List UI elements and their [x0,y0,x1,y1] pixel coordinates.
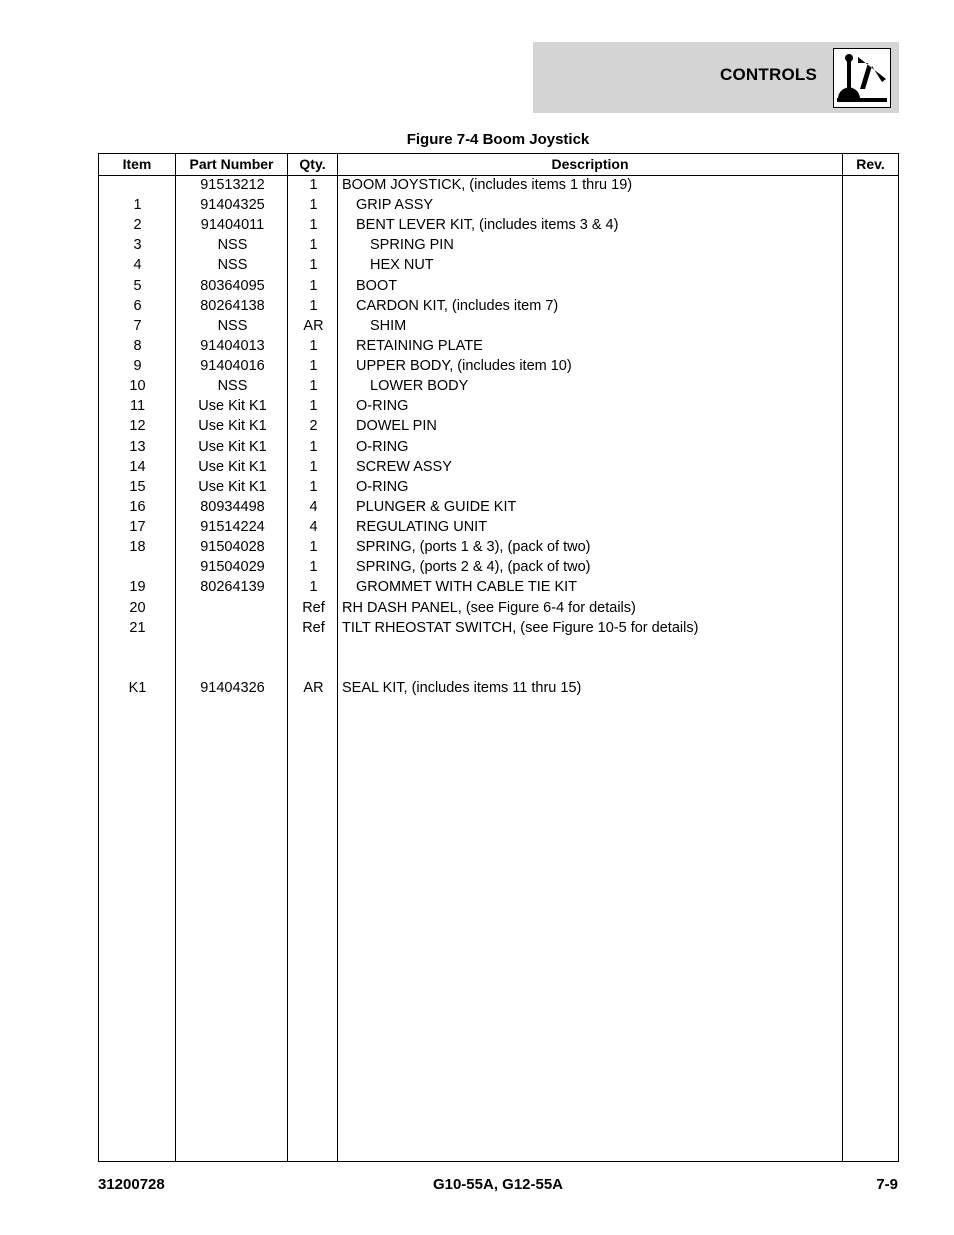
description-cell: O-RING [356,478,409,495]
qty-cell: 1 [309,458,318,475]
part-number-cell: NSS [217,257,248,274]
table-row [99,276,898,296]
qty-cell: 1 [309,438,318,455]
column-header-item: Item [122,156,152,172]
table-row [99,195,898,215]
description-cell: BOOM JOYSTICK, (includes items 1 thru 19) [342,177,633,193]
part-number-cell: 91404016 [200,358,265,375]
qty-cell: AR [303,317,324,334]
description-cell: SPRING, (ports 1 & 3), (pack of two) [356,539,591,556]
table-row [99,658,898,678]
page-number: 7-9 [876,1176,898,1193]
description-cell: UPPER BODY, (includes item 10) [356,358,572,375]
column-header-part-number: Part Number [189,156,274,172]
qty-cell: 1 [309,297,318,314]
part-number-cell: NSS [217,237,248,254]
table-row [99,457,898,477]
table-row [99,477,898,497]
description-cell: SPRING PIN [370,237,454,254]
figure-title: Figure 7-4 Boom Joystick [406,131,590,148]
item-cell: K1 [128,680,147,696]
qty-cell: AR [303,680,324,696]
qty-cell: 4 [309,498,318,515]
description-cell: GRIP ASSY [356,197,434,214]
table-row [99,175,898,195]
joystick-icon [833,48,891,108]
qty-cell: Ref [302,599,325,616]
table-row [99,437,898,457]
qty-cell: 1 [309,398,318,415]
item-cell: 2 [133,217,142,234]
part-number-cell: NSS [217,317,248,334]
item-cell: 16 [129,498,146,515]
description-cell: CARDON KIT, (includes item 7) [356,297,559,314]
description-cell: SPRING, (ports 2 & 4), (pack of two) [356,559,591,576]
part-number-cell: Use Kit K1 [198,458,267,475]
part-number-cell: NSS [217,378,248,395]
table-row [99,356,898,376]
description-cell: GROMMET WITH CABLE TIE KIT [356,579,578,596]
part-number-cell: 91504029 [200,559,265,576]
item-cell: 3 [133,237,142,254]
description-cell: RH DASH PANEL, (see Figure 6-4 for details) [342,599,636,616]
qty-cell: 1 [309,237,318,254]
part-number-cell: Use Kit K1 [198,398,267,415]
part-number-cell: 91404013 [200,337,265,354]
part-number-cell: 91504028 [200,539,265,556]
part-number-cell: 91404326 [200,680,265,696]
table-row [99,235,898,255]
table-row [99,316,898,336]
qty-cell: 1 [309,358,318,375]
item-cell: 13 [129,438,146,455]
description-cell: O-RING [356,438,409,455]
qty-cell: 1 [309,197,318,214]
table-row [99,537,898,557]
description-cell: SHIM [370,317,407,334]
qty-cell: 1 [309,559,318,576]
part-number-cell: 80264139 [200,579,265,596]
part-number-cell: 80934498 [200,498,265,515]
qty-cell: 4 [309,519,318,536]
table-row [99,296,898,316]
table-row [99,396,898,416]
qty-cell: 2 [309,418,318,435]
item-cell: 20 [129,599,146,616]
table-row [99,215,898,235]
table-row [99,336,898,356]
table-row [99,638,898,658]
part-number-cell: Use Kit K1 [198,438,267,455]
column-header-rev: Rev. [856,156,885,172]
part-number-cell: 91404325 [200,197,265,214]
item-cell: 11 [129,398,146,415]
item-cell: 17 [129,519,146,536]
table-row [99,376,898,396]
description-cell: REGULATING UNIT [356,519,488,536]
description-cell: BENT LEVER KIT, (includes items 3 & 4) [356,217,619,234]
table-row [99,618,898,638]
qty-cell: 1 [309,539,318,556]
description-cell: TILT RHEOSTAT SWITCH, (see Figure 10-5 for details) [342,619,699,636]
part-number-cell: 91513212 [200,177,265,193]
table-row [99,497,898,517]
qty-cell: 1 [309,579,318,596]
qty-cell: 1 [309,478,318,495]
description-cell: DOWEL PIN [356,418,437,435]
column-header-description: Description [551,156,629,172]
item-cell: 1 [133,197,142,214]
item-cell: 7 [133,317,142,334]
item-cell: 5 [133,277,142,294]
qty-cell: 1 [309,177,318,193]
description-cell: SCREW ASSY [356,458,452,475]
table-row [99,598,898,618]
table-row [99,557,898,577]
description-cell: RETAINING PLATE [356,337,483,354]
item-cell: 10 [129,378,146,395]
qty-cell: 1 [309,337,318,354]
part-number-cell: 91514224 [200,519,265,536]
model-numbers: G10-55A, G12-55A [432,1176,564,1193]
table-row [99,517,898,537]
qty-cell: Ref [302,619,325,636]
description-cell: SEAL KIT, (includes items 11 thru 15) [342,680,582,696]
description-cell: PLUNGER & GUIDE KIT [356,498,517,515]
item-cell: 18 [129,539,146,556]
qty-cell: 1 [309,378,318,395]
part-number-cell: 80264138 [200,297,265,314]
part-number-cell: Use Kit K1 [198,418,267,435]
part-number-cell: Use Kit K1 [198,478,267,495]
item-cell: 21 [129,619,146,636]
description-cell: HEX NUT [370,257,434,274]
column-header-qty: Qty. [299,156,326,172]
section-title: CONTROLS [720,65,817,84]
doc-number: 31200728 [98,1176,165,1193]
part-number-cell: 91404011 [200,217,265,234]
table-row [99,678,898,698]
item-cell: 9 [133,358,142,375]
table-row [99,416,898,436]
table-row [99,577,898,597]
item-cell: 14 [129,458,146,475]
qty-cell: 1 [309,257,318,274]
item-cell: 15 [129,478,146,495]
part-number-cell: 80364095 [200,277,265,294]
item-cell: 4 [133,257,142,274]
qty-cell: 1 [309,217,318,234]
description-cell: LOWER BODY [370,378,469,395]
item-cell: 19 [129,579,146,596]
item-cell: 12 [129,418,146,435]
item-cell: 6 [133,297,142,314]
table-row [99,255,898,275]
description-cell: O-RING [356,398,409,415]
parts-table [98,153,899,1162]
description-cell: BOOT [356,277,398,294]
qty-cell: 1 [309,277,318,294]
item-cell: 8 [133,337,142,354]
